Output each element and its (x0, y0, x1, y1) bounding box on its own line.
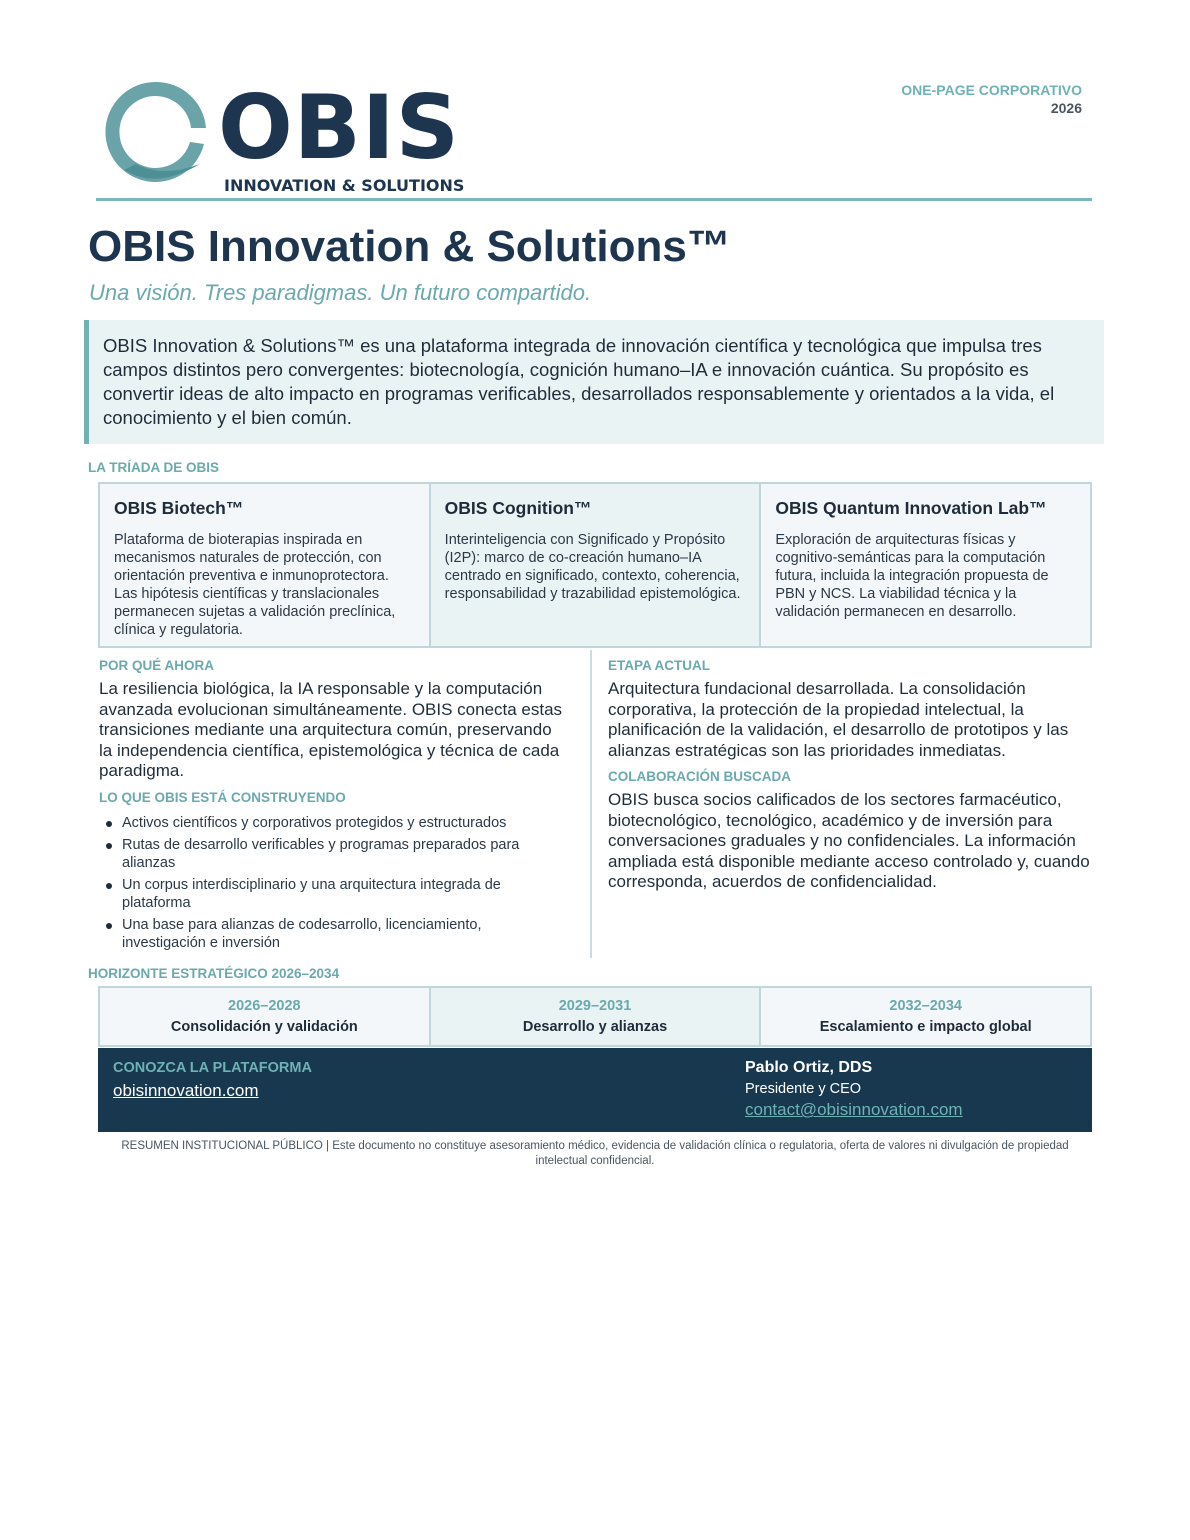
bullet-icon (106, 843, 112, 849)
column-divider (590, 650, 592, 958)
website-link[interactable]: obisinnovation.com (113, 1081, 259, 1100)
email-link[interactable]: contact@obisinnovation.com (745, 1100, 963, 1119)
triad-panel (98, 482, 1092, 648)
stage-label: ETAPA ACTUAL (608, 658, 710, 673)
document-year: 2026 (1050, 100, 1082, 116)
logo-ring-icon (100, 78, 212, 190)
triad-card-text: Plataforma de bioterapias inspirada en mecanismos naturales de protección, con orientación preventiva e inmunoprotectora. Las hipótesis científicas y translacionales permanecen sujetas a validación preclínica, clínica y regulatoria. (114, 532, 396, 638)
triad-card-cognition (431, 484, 762, 646)
triad-section-label: LA TRÍADA DE OBIS (88, 460, 219, 475)
logo-tagline: INNOVATION & SOLUTIONS (224, 176, 465, 195)
page-title: OBIS Innovation & Solutions™ (88, 222, 731, 271)
timeline-phase (431, 988, 762, 1045)
logo-wordmark: OBIS (218, 76, 461, 179)
disclaimer-footer: RESUMEN INSTITUCIONAL PÚBLICO | Este documento no constituye asesoramiento médico, evidencia de validación clínica o regulatoria, oferta de valores ni divulgación de propiedad intelectual confidencial. (121, 1140, 1069, 1167)
bullet-icon (106, 923, 112, 929)
triad-card-text: Exploración de arquitecturas físicas y cognitivo-semánticas para la computación futura, incluida la integración propuesta de PBN y NCS. La viabilidad técnica y la validación permanecen en desarrollo. (775, 532, 1049, 620)
header-divider (96, 198, 1092, 201)
phase-years: 2032–2034 (889, 998, 962, 1014)
horizon-label: HORIZONTE ESTRATÉGICO 2026–2034 (88, 966, 340, 981)
phase-name: Escalamiento e impacto global (819, 1019, 1032, 1035)
contact-name: Pablo Ortiz, DDS (745, 1059, 873, 1076)
contact-label: CONOZCA LA PLATAFORMA (113, 1060, 312, 1076)
building-label: LO QUE OBIS ESTÁ CONSTRUYENDO (99, 790, 346, 805)
contact-role: Presidente y CEO (745, 1081, 862, 1097)
timeline-phase (100, 988, 431, 1045)
collab-label: COLABORACIÓN BUSCADA (608, 769, 791, 784)
list-item (104, 814, 564, 832)
phase-name: Desarrollo y alianzas (522, 1019, 668, 1035)
list-item (104, 916, 564, 952)
phase-name: Consolidación y validación (170, 1019, 358, 1035)
bullet-icon (106, 821, 112, 827)
phase-years: 2026–2028 (228, 998, 301, 1014)
bullet-icon (106, 883, 112, 889)
list-item-text: Activos científicos y corporativos protegidos y estructurados (122, 815, 507, 831)
why-now-text: La resiliencia biológica, la IA responsable y la computación avanzada evolucionan simultáneamente. OBIS conecta estas transiciones mediante una arquitectura común, preservando la independencia científica, epistemológica y técnica de cada paradigma. (99, 679, 563, 780)
timeline-phase (761, 988, 1090, 1045)
list-item (104, 836, 564, 872)
phase-years: 2029–2031 (558, 998, 632, 1014)
intro-callout: OBIS Innovation & Solutions™ es una plataforma integrada de innovación científica y tecnológica que impulsa tres campos distintos pero convergentes: biotecnología, cognición humano–IA e innovación cuántica. Su propósito es convertir ideas de alto impacto en programas verificables, desarrollados responsablemente y orientados a la vida, el conocimiento y el bien común. (84, 320, 1104, 444)
triad-card-title: OBIS Quantum Innovation Lab™ (775, 498, 1047, 518)
page-subtitle: Una visión. Tres paradigmas. Un futuro compartido. (89, 280, 592, 305)
triad-card-biotech (100, 484, 431, 646)
list-item (104, 876, 564, 912)
triad-card-quantum (761, 484, 1090, 646)
obis-logo (100, 78, 470, 198)
list-item-text: Una base para alianzas de codesarrollo, licenciamiento, investigación e inversión (122, 917, 482, 951)
why-now-label: POR QUÉ AHORA (99, 658, 215, 673)
contact-bar (98, 1048, 1092, 1132)
triad-card-text: Interinteligencia con Significado y Propósito (I2P): marco de co-creación humano–IA centrado en significado, contexto, coherencia, responsabilidad y trazabilidad epistemológica. (444, 532, 741, 602)
triad-card-title: OBIS Biotech™ (114, 498, 244, 518)
triad-card-title: OBIS Cognition™ (444, 498, 592, 518)
list-item-text: Un corpus interdisciplinario y una arquitectura integrada de plataforma (122, 877, 501, 911)
building-list (104, 814, 564, 956)
list-item-text: Rutas de desarrollo verificables y programas preparados para alianzas (122, 837, 520, 871)
document-type-label: ONE-PAGE CORPORATIVO (901, 82, 1082, 98)
collab-text: OBIS busca socios calificados de los sectores farmacéutico, biotecnológico, tecnológico, académico y de inversión para conversaciones graduales y no confidenciales. La información ampliada está disponible mediante acceso controlado y, cuando corresponda, acuerdos de confidencialidad. (608, 790, 1090, 891)
stage-text: Arquitectura fundacional desarrollada. La consolidación corporativa, la protección de la propiedad intelectual, la planificación de la validación, el desarrollo de prototipos y las alianzas estratégicas son las prioridades inmediatas. (608, 679, 1069, 760)
horizon-timeline (98, 986, 1092, 1047)
